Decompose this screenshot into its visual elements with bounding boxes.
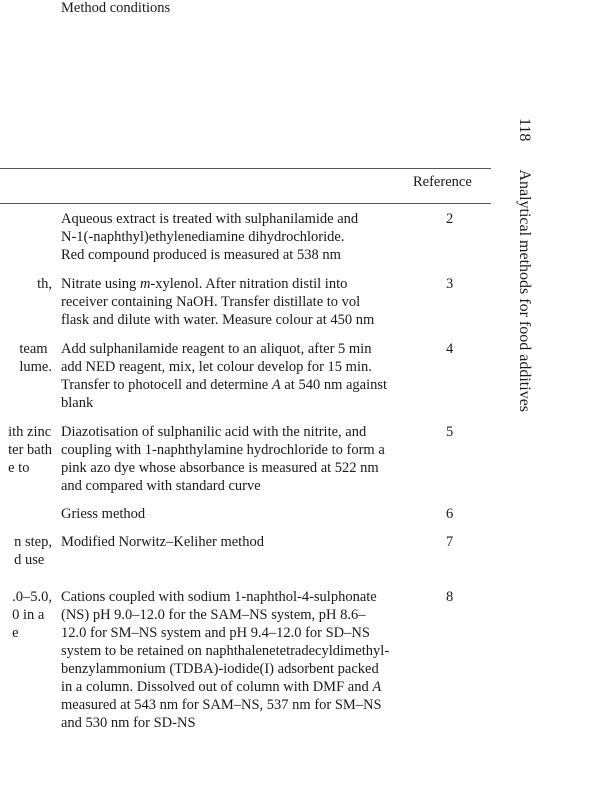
method-line: N-1(-naphthyl)ethylenediamine dihydrochloride. bbox=[61, 229, 345, 245]
truncated-left-cell bbox=[0, 588, 52, 644]
method-line: 12.0 for SM–NS system and pH 9.4–12.0 for SD–NS bbox=[61, 625, 370, 641]
table-header-rule bbox=[0, 203, 491, 204]
column-header-reference: Reference bbox=[413, 174, 472, 190]
left-cell-line: n step, bbox=[14, 534, 52, 550]
method-line: Diazotisation of sulphanilic acid with the nitrite, and bbox=[61, 424, 367, 440]
method-cell bbox=[61, 588, 436, 732]
method-line: coupling with 1-naphthylamine hydrochloride to form a bbox=[61, 442, 385, 458]
method-line: flask and dilute with water. Measure colour at 450 nm bbox=[61, 312, 375, 328]
reference-cell: 4 bbox=[446, 341, 454, 357]
reference-cell: 5 bbox=[446, 424, 454, 440]
left-cell-line: team bbox=[19, 341, 48, 357]
truncated-left-cell bbox=[0, 533, 52, 571]
absorbance-symbol: A bbox=[372, 679, 382, 695]
method-line: Modified Norwitz–Keliher method bbox=[61, 534, 264, 550]
method-line: receiver containing NaOH. Transfer distillate to vol bbox=[61, 294, 361, 310]
method-line: Add sulphanilamide reagent to an aliquot, after 5 min bbox=[61, 341, 372, 357]
left-cell-line: ter bath bbox=[8, 442, 52, 458]
method-line: Nitrate using m-xylenol. After nitration distil into bbox=[61, 276, 348, 292]
method-line: in a column. Dissolved out of column with DMF and A bbox=[61, 679, 382, 695]
method-line: (NS) pH 9.0–12.0 for the SAM–NS system, pH 8.6– bbox=[61, 607, 366, 623]
method-line: Transfer to photocell and determine A at 540 nm against bbox=[61, 377, 388, 393]
left-cell-line: lume. bbox=[19, 359, 52, 375]
method-cell bbox=[61, 505, 436, 523]
method-line: benzylammonium (TDBA)-iodide(I) adsorbent packed bbox=[61, 661, 379, 677]
truncated-left-cell bbox=[0, 340, 52, 378]
left-cell-line: ith zinc bbox=[8, 424, 52, 440]
method-line: and 530 nm for SD-NS bbox=[61, 715, 196, 731]
reference-cell: 7 bbox=[446, 534, 454, 550]
left-cell-line: d use bbox=[14, 552, 45, 568]
method-line: Griess method bbox=[61, 506, 146, 522]
method-line: add NED reagent, mix, let colour develop for 15 min. bbox=[61, 359, 372, 375]
absorbance-symbol: A bbox=[271, 377, 281, 393]
method-line: Cations coupled with sodium 1-naphthol-4-sulphonate bbox=[61, 589, 377, 605]
page-number: 118 bbox=[516, 118, 533, 142]
left-cell-line: .0–5.0, bbox=[12, 589, 52, 605]
reference-cell: 6 bbox=[446, 506, 454, 522]
method-cell bbox=[61, 340, 436, 412]
left-cell-line: th, bbox=[37, 276, 52, 292]
running-head bbox=[514, 118, 534, 412]
method-line: system to be retained on naphthalenetetradecyldimethyl- bbox=[61, 643, 390, 659]
method-cell bbox=[61, 533, 436, 551]
method-line: pink azo dye whose absorbance is measured at 522 nm bbox=[61, 460, 379, 476]
method-cell bbox=[61, 275, 436, 329]
method-cell bbox=[61, 210, 436, 264]
reference-cell: 2 bbox=[446, 211, 454, 227]
column-header-method: Method conditions bbox=[61, 0, 171, 16]
table-top-rule bbox=[0, 168, 491, 169]
method-line: Red compound produced is measured at 538 nm bbox=[61, 247, 341, 263]
m-prefix: m bbox=[139, 276, 151, 292]
truncated-left-cell bbox=[0, 423, 52, 479]
method-line: Aqueous extract is treated with sulphanilamide and bbox=[61, 211, 359, 227]
method-cell bbox=[61, 423, 436, 495]
method-line: blank bbox=[61, 395, 94, 411]
running-head-title: Analytical methods for food additives bbox=[516, 169, 533, 413]
left-cell-line: e to bbox=[8, 460, 30, 476]
left-cell-line: 0 in a bbox=[12, 607, 45, 623]
method-line: and compared with standard curve bbox=[61, 478, 261, 494]
left-cell-line: e bbox=[12, 625, 19, 641]
truncated-left-cell bbox=[0, 275, 52, 295]
reference-cell: 8 bbox=[446, 589, 454, 605]
method-line: measured at 543 nm for SAM–NS, 537 nm for SM–NS bbox=[61, 697, 382, 713]
reference-cell: 3 bbox=[446, 276, 454, 292]
